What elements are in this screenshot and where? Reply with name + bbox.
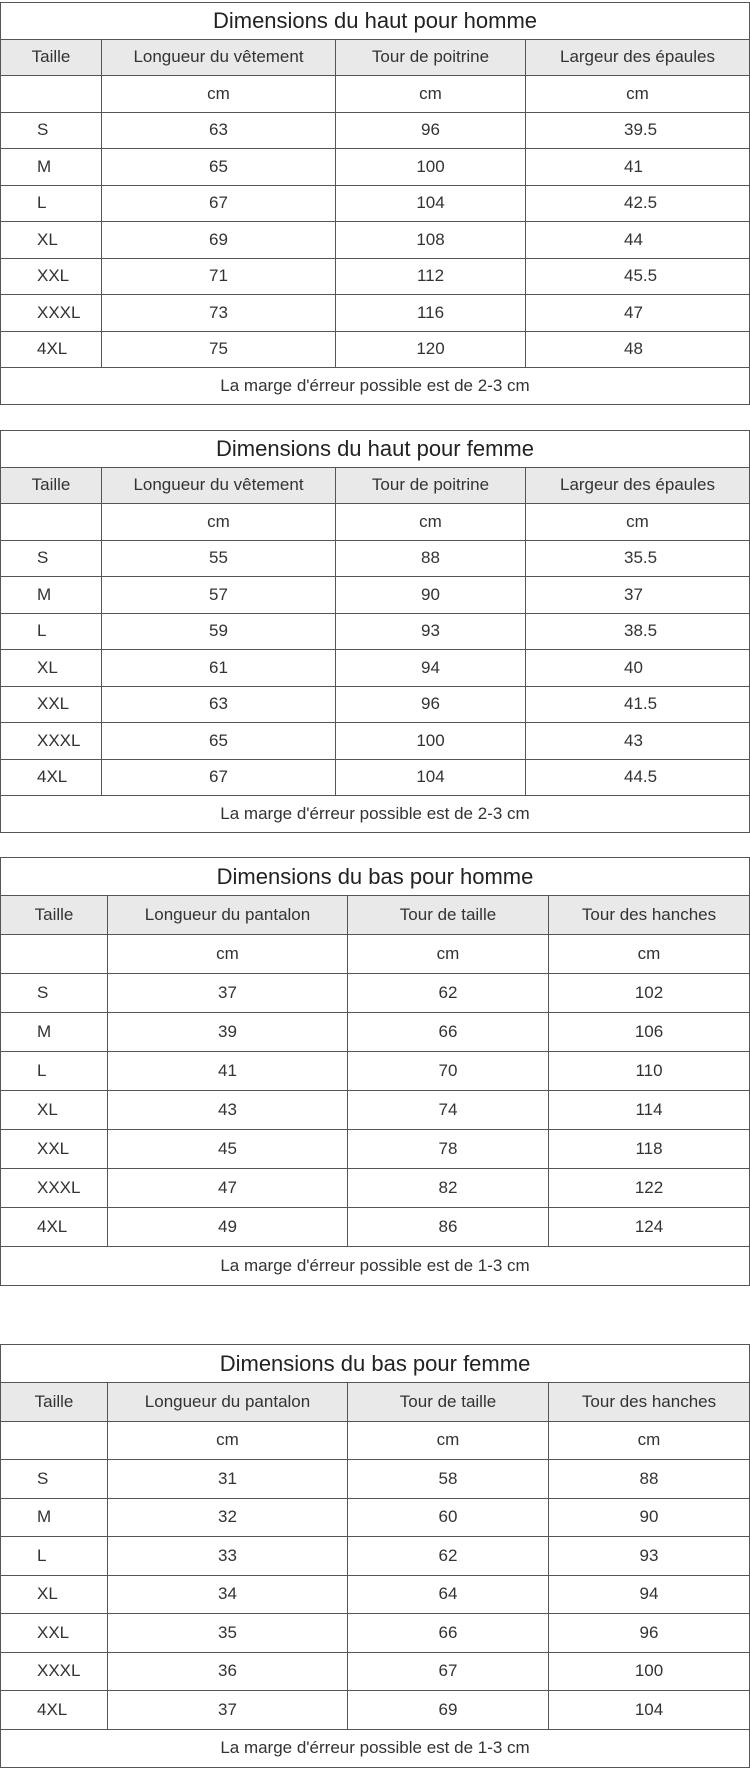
hips-cell: 88 xyxy=(549,1460,750,1499)
hips-cell: 96 xyxy=(549,1614,750,1653)
unit-cell: cm xyxy=(102,76,336,113)
header-chest: Tour de poitrine xyxy=(336,467,526,504)
pants-length-cell: 31 xyxy=(108,1460,348,1499)
length-cell: 71 xyxy=(102,258,336,295)
shoulders-cell: 43 xyxy=(526,723,750,760)
unit-cell: cm xyxy=(102,504,336,541)
unit-cell: cm xyxy=(526,504,750,541)
chest-cell: 112 xyxy=(336,258,526,295)
length-cell: 69 xyxy=(102,222,336,259)
size-cell: XL xyxy=(1,222,102,259)
table-row xyxy=(1,1013,750,1052)
size-cell: XL xyxy=(1,650,102,687)
size-cell: 4XL xyxy=(1,1691,108,1730)
shoulders-cell: 44.5 xyxy=(526,759,750,796)
table-row xyxy=(1,759,750,796)
header-waist: Tour de taille xyxy=(348,896,549,935)
size-cell: M xyxy=(1,1013,108,1052)
size-table-bottom-men xyxy=(0,857,750,1286)
waist-cell: 58 xyxy=(348,1460,549,1499)
shoulders-cell: 39.5 xyxy=(526,112,750,149)
length-cell: 61 xyxy=(102,650,336,687)
length-cell: 67 xyxy=(102,185,336,222)
table-row xyxy=(1,686,750,723)
table-row xyxy=(1,540,750,577)
shoulders-cell: 41 xyxy=(526,149,750,186)
table-row xyxy=(1,1169,750,1208)
size-cell: XXXL xyxy=(1,723,102,760)
size-cell: S xyxy=(1,112,102,149)
header-hips: Tour des hanches xyxy=(549,896,750,935)
hips-cell: 106 xyxy=(549,1013,750,1052)
header-waist: Tour de taille xyxy=(348,1383,549,1422)
shoulders-cell: 48 xyxy=(526,331,750,368)
header-pants-length: Longueur du pantalon xyxy=(108,1383,348,1422)
table-row xyxy=(1,723,750,760)
chest-cell: 120 xyxy=(336,331,526,368)
length-cell: 63 xyxy=(102,112,336,149)
unit-empty xyxy=(1,76,102,113)
size-table-top-men xyxy=(0,2,750,405)
hips-cell: 122 xyxy=(549,1169,750,1208)
size-cell: XXL xyxy=(1,1614,108,1653)
chest-cell: 96 xyxy=(336,686,526,723)
length-cell: 59 xyxy=(102,613,336,650)
waist-cell: 62 xyxy=(348,1537,549,1576)
chest-cell: 116 xyxy=(336,295,526,332)
size-cell: S xyxy=(1,974,108,1013)
table-row xyxy=(1,1498,750,1537)
size-cell: L xyxy=(1,185,102,222)
waist-cell: 67 xyxy=(348,1652,549,1691)
table-row xyxy=(1,185,750,222)
size-table-top-women xyxy=(0,430,750,833)
size-cell: L xyxy=(1,1052,108,1091)
size-cell: 4XL xyxy=(1,1208,108,1247)
table-row xyxy=(1,1052,750,1091)
table-row xyxy=(1,1575,750,1614)
header-length: Longueur du vêtement xyxy=(102,39,336,76)
size-cell: M xyxy=(1,149,102,186)
length-cell: 63 xyxy=(102,686,336,723)
table-row xyxy=(1,331,750,368)
table-row xyxy=(1,222,750,259)
header-size: Taille xyxy=(1,896,108,935)
size-cell: M xyxy=(1,1498,108,1537)
unit-cell: cm xyxy=(336,76,526,113)
chest-cell: 88 xyxy=(336,540,526,577)
tolerance-note: La marge d'érreur possible est de 2-3 cm xyxy=(1,796,750,833)
chest-cell: 100 xyxy=(336,723,526,760)
header-length: Longueur du vêtement xyxy=(102,467,336,504)
chest-cell: 104 xyxy=(336,185,526,222)
chest-cell: 108 xyxy=(336,222,526,259)
header-chest: Tour de poitrine xyxy=(336,39,526,76)
table-row xyxy=(1,650,750,687)
pants-length-cell: 43 xyxy=(108,1091,348,1130)
waist-cell: 78 xyxy=(348,1130,549,1169)
unit-cell: cm xyxy=(526,76,750,113)
unit-cell: cm xyxy=(348,935,549,974)
unit-empty xyxy=(1,504,102,541)
hips-cell: 110 xyxy=(549,1052,750,1091)
shoulders-cell: 44 xyxy=(526,222,750,259)
length-cell: 55 xyxy=(102,540,336,577)
chest-cell: 96 xyxy=(336,112,526,149)
size-cell: XXL xyxy=(1,258,102,295)
hips-cell: 114 xyxy=(549,1091,750,1130)
size-cell: XXXL xyxy=(1,1652,108,1691)
unit-cell: cm xyxy=(549,1421,750,1460)
table-row xyxy=(1,149,750,186)
length-cell: 65 xyxy=(102,149,336,186)
waist-cell: 66 xyxy=(348,1614,549,1653)
hips-cell: 94 xyxy=(549,1575,750,1614)
table-row xyxy=(1,1460,750,1499)
chest-cell: 94 xyxy=(336,650,526,687)
size-cell: S xyxy=(1,540,102,577)
table-row xyxy=(1,1537,750,1576)
table-row xyxy=(1,258,750,295)
tolerance-note: La marge d'érreur possible est de 2-3 cm xyxy=(1,368,750,405)
pants-length-cell: 33 xyxy=(108,1537,348,1576)
unit-cell: cm xyxy=(336,504,526,541)
table-row xyxy=(1,295,750,332)
size-cell: 4XL xyxy=(1,331,102,368)
header-shoulders: Largeur des épaules xyxy=(526,467,750,504)
waist-cell: 60 xyxy=(348,1498,549,1537)
unit-empty xyxy=(1,1421,108,1460)
unit-cell: cm xyxy=(348,1421,549,1460)
shoulders-cell: 37 xyxy=(526,577,750,614)
size-cell: S xyxy=(1,1460,108,1499)
unit-cell: cm xyxy=(108,1421,348,1460)
hips-cell: 118 xyxy=(549,1130,750,1169)
header-shoulders: Largeur des épaules xyxy=(526,39,750,76)
hips-cell: 102 xyxy=(549,974,750,1013)
shoulders-cell: 42.5 xyxy=(526,185,750,222)
hips-cell: 100 xyxy=(549,1652,750,1691)
waist-cell: 69 xyxy=(348,1691,549,1730)
header-hips: Tour des hanches xyxy=(549,1383,750,1422)
length-cell: 67 xyxy=(102,759,336,796)
pants-length-cell: 34 xyxy=(108,1575,348,1614)
header-size: Taille xyxy=(1,1383,108,1422)
pants-length-cell: 49 xyxy=(108,1208,348,1247)
pants-length-cell: 45 xyxy=(108,1130,348,1169)
shoulders-cell: 47 xyxy=(526,295,750,332)
table-row xyxy=(1,577,750,614)
pants-length-cell: 47 xyxy=(108,1169,348,1208)
size-cell: XXXL xyxy=(1,295,102,332)
table-row xyxy=(1,974,750,1013)
pants-length-cell: 35 xyxy=(108,1614,348,1653)
waist-cell: 70 xyxy=(348,1052,549,1091)
hips-cell: 90 xyxy=(549,1498,750,1537)
shoulders-cell: 45.5 xyxy=(526,258,750,295)
table-row xyxy=(1,1614,750,1653)
pants-length-cell: 36 xyxy=(108,1652,348,1691)
size-cell: XXL xyxy=(1,1130,108,1169)
pants-length-cell: 37 xyxy=(108,1691,348,1730)
waist-cell: 86 xyxy=(348,1208,549,1247)
shoulders-cell: 38.5 xyxy=(526,613,750,650)
table-row xyxy=(1,112,750,149)
pants-length-cell: 41 xyxy=(108,1052,348,1091)
hips-cell: 124 xyxy=(549,1208,750,1247)
size-cell: M xyxy=(1,577,102,614)
length-cell: 75 xyxy=(102,331,336,368)
pants-length-cell: 37 xyxy=(108,974,348,1013)
shoulders-cell: 41.5 xyxy=(526,686,750,723)
table-title: Dimensions du haut pour femme xyxy=(1,431,750,468)
waist-cell: 74 xyxy=(348,1091,549,1130)
table-title: Dimensions du bas pour femme xyxy=(1,1345,750,1383)
length-cell: 57 xyxy=(102,577,336,614)
chest-cell: 93 xyxy=(336,613,526,650)
waist-cell: 82 xyxy=(348,1169,549,1208)
length-cell: 73 xyxy=(102,295,336,332)
chest-cell: 104 xyxy=(336,759,526,796)
size-cell: XL xyxy=(1,1575,108,1614)
size-table-bottom-women xyxy=(0,1344,750,1768)
shoulders-cell: 35.5 xyxy=(526,540,750,577)
tolerance-note: La marge d'érreur possible est de 1-3 cm xyxy=(1,1247,750,1286)
table-row xyxy=(1,1208,750,1247)
shoulders-cell: 40 xyxy=(526,650,750,687)
table-row xyxy=(1,1091,750,1130)
length-cell: 65 xyxy=(102,723,336,760)
table-row xyxy=(1,1691,750,1730)
chest-cell: 90 xyxy=(336,577,526,614)
table-row xyxy=(1,1130,750,1169)
header-pants-length: Longueur du pantalon xyxy=(108,896,348,935)
hips-cell: 104 xyxy=(549,1691,750,1730)
unit-cell: cm xyxy=(549,935,750,974)
size-cell: L xyxy=(1,1537,108,1576)
unit-empty xyxy=(1,935,108,974)
size-cell: L xyxy=(1,613,102,650)
waist-cell: 66 xyxy=(348,1013,549,1052)
size-cell: XXL xyxy=(1,686,102,723)
size-cell: XL xyxy=(1,1091,108,1130)
unit-cell: cm xyxy=(108,935,348,974)
table-title: Dimensions du haut pour homme xyxy=(1,3,750,40)
header-size: Taille xyxy=(1,467,102,504)
hips-cell: 93 xyxy=(549,1537,750,1576)
size-cell: XXXL xyxy=(1,1169,108,1208)
table-row xyxy=(1,1652,750,1691)
chest-cell: 100 xyxy=(336,149,526,186)
table-row xyxy=(1,613,750,650)
table-title: Dimensions du bas pour homme xyxy=(1,858,750,896)
waist-cell: 64 xyxy=(348,1575,549,1614)
waist-cell: 62 xyxy=(348,974,549,1013)
pants-length-cell: 39 xyxy=(108,1013,348,1052)
tolerance-note: La marge d'érreur possible est de 1-3 cm xyxy=(1,1729,750,1768)
header-size: Taille xyxy=(1,39,102,76)
size-cell: 4XL xyxy=(1,759,102,796)
pants-length-cell: 32 xyxy=(108,1498,348,1537)
